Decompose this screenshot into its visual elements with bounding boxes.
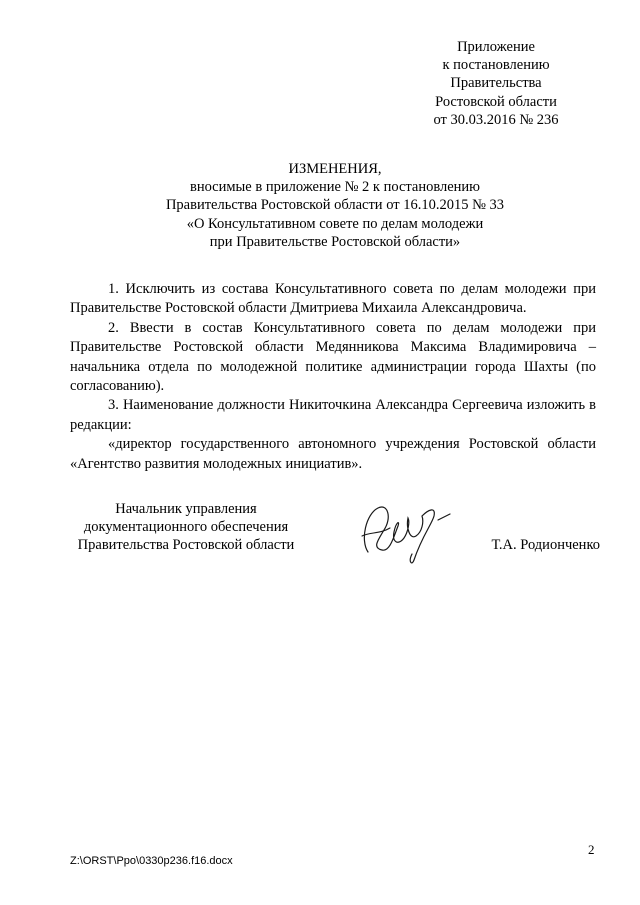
appendix-line: к постановлению <box>442 57 550 74</box>
appendix-header <box>412 38 580 129</box>
title-line: «О Консультативном совете по делам молодежи <box>186 215 484 232</box>
signatory-position <box>70 500 302 555</box>
page-number: 2 <box>588 842 595 857</box>
signature-block <box>70 500 600 580</box>
body-paragraph-3: 3. Наименование должности Никиточкина Александра Сергеевича изложить в редакции: <box>70 397 596 433</box>
position-line: Правительства Ростовской области <box>77 537 295 554</box>
handwritten-signature <box>338 492 458 572</box>
document-title <box>70 160 600 251</box>
signatory-name: Т.А. Родионченко <box>491 537 600 553</box>
title-heading: ИЗМЕНЕНИЯ, <box>288 161 382 177</box>
appendix-line: Приложение <box>457 39 535 55</box>
appendix-line: Ростовской области <box>435 93 557 110</box>
position-line: Начальник управления <box>115 501 257 517</box>
document-body <box>70 280 596 474</box>
file-path: Z:\ORST\Ppo\0330p236.f16.docx <box>70 855 233 867</box>
body-paragraph-4: «директор государственного автономного учреждения Ростовской области «Агентство развития молодежных инициатив». <box>70 436 596 472</box>
position-line: документационного обеспечения <box>83 519 289 536</box>
appendix-line: Правительства <box>450 75 542 92</box>
body-paragraph-2: 2. Ввести в состав Консультативного совета по делам молодежи при Правительстве Ростовской области Медянникова Максима Владимировича – начальника отдела по молодежной политике администрации города Шахты (по согласованию). <box>70 319 596 395</box>
body-paragraph-1: 1. Исключить из состава Консультативного совета по делам молодежи при Правительстве Ростовской области Дмитриева Михаила Александровича. <box>70 281 596 317</box>
title-line: Правительства Ростовской области от 16.10.2015 № 33 <box>165 197 505 214</box>
title-line: вносимые в приложение № 2 к постановлению <box>189 179 481 196</box>
title-line: при Правительстве Ростовской области» <box>209 233 461 250</box>
appendix-line: от 30.03.2016 № 236 <box>433 111 559 128</box>
